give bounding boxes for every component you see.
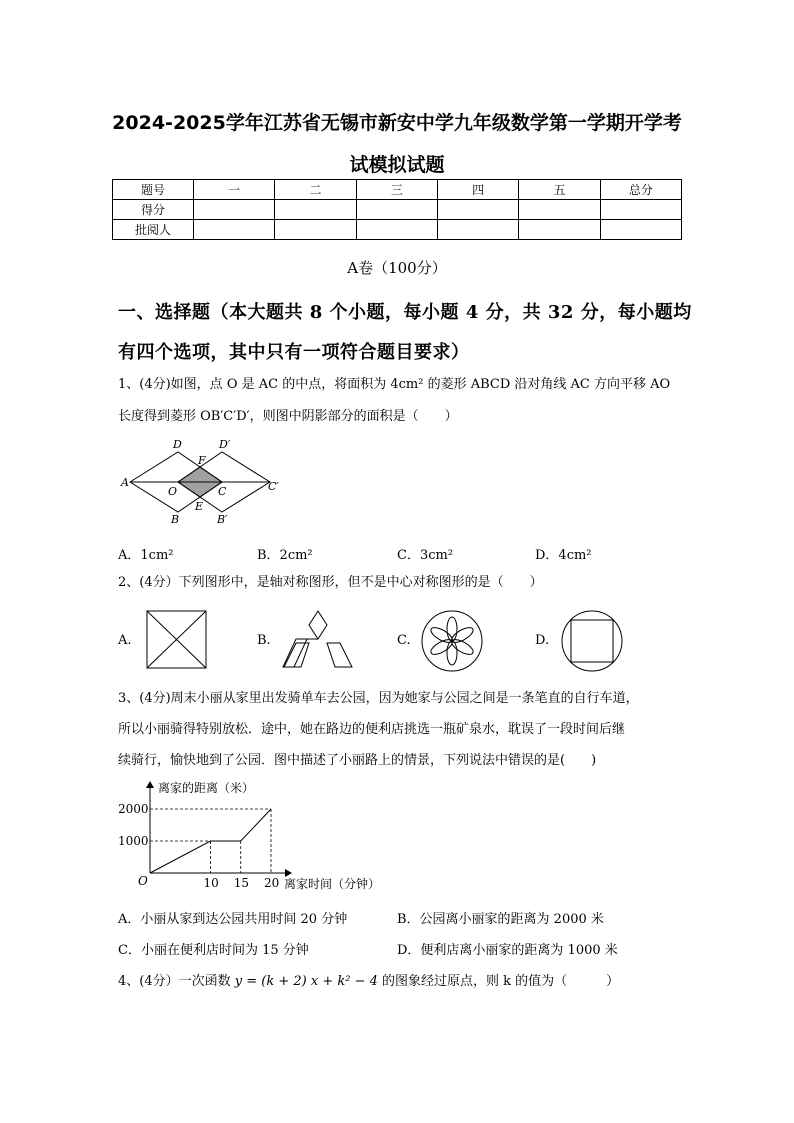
question-2-stem: 2、(4分）下列图形中，是轴对称图形，但不是中心对称图形的是（ ） bbox=[118, 575, 543, 590]
label-d-prime: D′ bbox=[219, 438, 231, 451]
label-f: F bbox=[198, 454, 206, 467]
table-cell: 四 bbox=[437, 180, 518, 200]
section-heading: 一、选择题（本大题共 8 个小题，每小题 4 分，共 32 分，每小题均 bbox=[118, 302, 692, 323]
page-title: 2024-2025学年江苏省无锡市新安中学九年级数学第一学期开学考 bbox=[112, 112, 682, 134]
question-3-stem: 3、(4分)周末小丽从家里出发骑单车去公园，因为她家与公园之间是一条笔直的自行车道， bbox=[118, 691, 639, 706]
table-cell[interactable] bbox=[356, 200, 437, 220]
table-cell: 三 bbox=[356, 180, 437, 200]
table-cell[interactable] bbox=[194, 200, 275, 220]
paper-a-heading: A卷（100分） bbox=[347, 259, 447, 277]
table-cell: 二 bbox=[275, 180, 356, 200]
origin-label: O bbox=[138, 874, 148, 888]
label-o: O bbox=[168, 485, 178, 498]
table-cell: 批阅人 bbox=[113, 220, 194, 240]
table-cell: 得分 bbox=[113, 200, 194, 220]
table-cell[interactable] bbox=[600, 200, 681, 220]
distance-time-chart bbox=[116, 778, 406, 896]
question-1-stem: 1、(4分)如图，点 O 是 AC 的中点，将面积为 4cm² 的菱形 ABCD 沿对角线 AC 方向平移 AO bbox=[118, 377, 671, 392]
q3-option-c[interactable]: C．小丽在便利店时间为 15 分钟 bbox=[118, 943, 309, 958]
table-cell[interactable] bbox=[600, 220, 681, 240]
table-cell[interactable] bbox=[519, 200, 600, 220]
q1-option-d[interactable]: D．4cm² bbox=[535, 548, 592, 563]
x-tick-label: 15 bbox=[233, 876, 250, 890]
q1-option-b[interactable]: B．2cm² bbox=[257, 548, 313, 563]
table-cell: 题号 bbox=[113, 180, 194, 200]
circle-square-figure bbox=[560, 609, 624, 673]
q4-suffix: 的图象经过原点，则 k 的值为（ ） bbox=[382, 974, 620, 989]
table-cell[interactable] bbox=[275, 200, 356, 220]
y-axis-label: 离家的距离（米） bbox=[158, 781, 255, 795]
rhombus-figure bbox=[118, 436, 288, 528]
q3-option-d[interactable]: D．便利店离小丽家的距离为 1000 米 bbox=[397, 943, 618, 958]
table-cell[interactable] bbox=[437, 200, 518, 220]
question-3-stem-continued: 续骑行，愉快地到了公园．图中描述了小丽路上的情景，下列说法中错误的是( ) bbox=[118, 753, 597, 768]
score-table bbox=[112, 179, 682, 240]
q1-option-c[interactable]: C．3cm² bbox=[397, 548, 454, 563]
q3-option-a[interactable]: A．小丽从家到达公园共用时间 20 分钟 bbox=[118, 912, 348, 927]
q4-formula: y = (k + 2) x + k² − 4 bbox=[234, 974, 378, 989]
y-tick-label: 1000 bbox=[118, 834, 149, 848]
label-d: D bbox=[173, 438, 182, 451]
q1-option-a[interactable]: A．1cm² bbox=[118, 548, 174, 563]
label-e: E bbox=[195, 500, 204, 513]
q2-option-d[interactable]: D. bbox=[535, 633, 550, 648]
table-cell[interactable] bbox=[275, 220, 356, 240]
three-rhombus-figure bbox=[281, 610, 355, 670]
label-b: B bbox=[171, 513, 180, 526]
table-cell: 总分 bbox=[600, 180, 681, 200]
label-a: A bbox=[121, 476, 129, 489]
x-axis-label: 离家时间（分钟） bbox=[284, 877, 381, 891]
page-title-continued: 试模拟试题 bbox=[349, 154, 445, 176]
x-tick-label: 10 bbox=[203, 876, 219, 890]
label-c-prime: C′ bbox=[268, 480, 279, 493]
table-cell[interactable] bbox=[356, 220, 437, 240]
table-row bbox=[113, 180, 682, 200]
square-x-figure bbox=[146, 610, 208, 670]
y-tick-label: 2000 bbox=[118, 802, 149, 816]
table-cell: 五 bbox=[519, 180, 600, 200]
flower-circle-figure bbox=[420, 609, 484, 673]
q2-option-c[interactable]: C. bbox=[397, 633, 411, 648]
label-b-prime: B′ bbox=[217, 513, 228, 526]
table-cell: 一 bbox=[194, 180, 275, 200]
table-cell[interactable] bbox=[194, 220, 275, 240]
section-heading-continued: 有四个选项，其中只有一项符合题目要求） bbox=[118, 342, 470, 363]
table-cell[interactable] bbox=[519, 220, 600, 240]
question-4-stem bbox=[118, 975, 619, 988]
q2-option-a[interactable]: A. bbox=[118, 633, 132, 648]
q2-option-b[interactable]: B. bbox=[257, 633, 271, 648]
question-1-stem-continued: 长度得到菱形 OB′C′D′，则图中阴影部分的面积是（ ） bbox=[118, 409, 458, 424]
table-row bbox=[113, 200, 682, 220]
table-cell[interactable] bbox=[437, 220, 518, 240]
table-row bbox=[113, 220, 682, 240]
x-tick-label: 20 bbox=[264, 876, 280, 890]
q3-option-b[interactable]: B．公园离小丽家的距离为 2000 米 bbox=[397, 912, 604, 927]
label-c: C bbox=[218, 485, 227, 498]
question-3-stem-continued: 所以小丽骑得特别放松．途中，她在路边的便利店挑选一瓶矿泉水，耽误了一段时间后继 bbox=[118, 722, 626, 737]
q4-prefix: 4、(4分）一次函数 bbox=[118, 974, 231, 989]
